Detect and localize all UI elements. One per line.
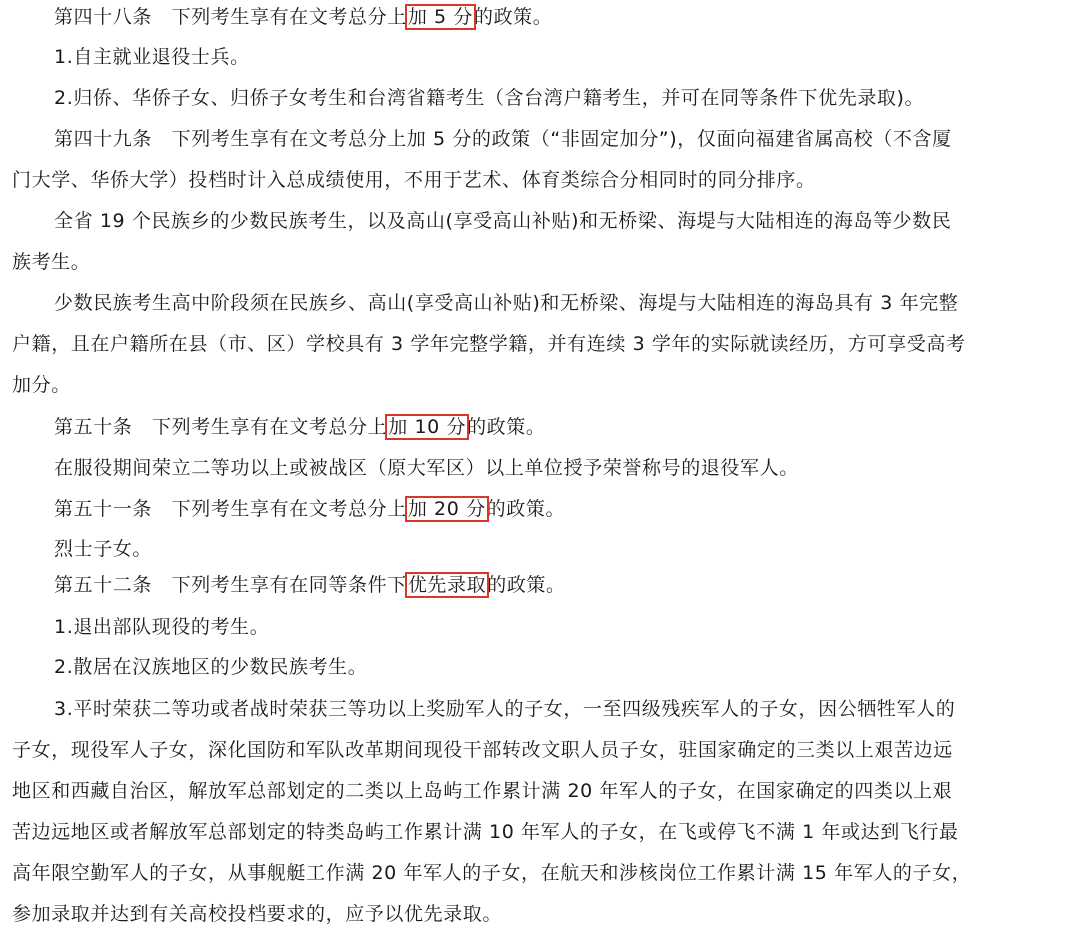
article-49-para-2-line-2: 户籍，且在户籍所在县（市、区）学校具有 3 学年完整学籍，并有连续 3 学年的实际就读经历，方可享受高考 <box>12 333 966 355</box>
article-52-item-3-line-2: 子女，现役军人子女，深化国防和军队改革期间现役干部转改文职人员子女，驻国家确定的三类以上艰苦边远 <box>12 739 953 761</box>
article-52-text: 第五十二条 下列考生享有在同等条件下 <box>54 574 407 596</box>
article-50-text: 第五十条 下列考生享有在文考总分上 <box>54 416 388 438</box>
article-49-line-2: 门大学、华侨大学）投档时计入总成绩使用，不用于艺术、体育类综合分相同时的同分排序。 <box>12 169 816 191</box>
article-48-heading <box>54 0 552 34</box>
article-52-item-3-line-1: 3.平时荣获二等功或者战时荣获三等功以上奖励军人的子女，一至四级残疾军人的子女，因公牺牲军人的 <box>54 698 956 720</box>
article-51-text-end: 的政策。 <box>486 498 566 520</box>
article-48-item-1: 1.自主就业退役士兵。 <box>54 46 250 68</box>
article-48-text-end: 的政策。 <box>473 6 553 28</box>
article-52-text-end: 的政策。 <box>487 574 566 596</box>
article-52-item-3-line-3: 地区和西藏自治区，解放军总部划定的二类以上岛屿工作累计满 20 年军人的子女，在国家确定的四类以上艰 <box>12 780 953 802</box>
article-49-para-2-line-1: 少数民族考生高中阶段须在民族乡、高山(享受高山补贴)和无桥梁、海堤与大陆相连的海岛具有 3 年完整 <box>54 292 959 314</box>
article-52-item-2: 2.散居在汉族地区的少数民族考生。 <box>54 656 368 678</box>
article-50-heading <box>54 410 545 444</box>
article-51-item: 烈士子女。 <box>54 538 153 560</box>
article-48-item-2: 2.归侨、华侨子女、归侨子女考生和台湾省籍考生（含台湾户籍考生，并可在同等条件下优先录取)。 <box>54 87 925 109</box>
article-52-heading <box>54 568 566 602</box>
article-51-text: 第五十一条 下列考生享有在文考总分上 <box>54 498 407 520</box>
article-52-item-3-line-4: 苦边远地区或者解放军总部划定的特类岛屿工作累计满 10 年军人的子女，在飞或停飞不满 1 年或达到飞行最 <box>12 821 959 843</box>
article-52-item-3-line-5: 高年限空勤军人的子女，从事舰艇工作满 20 年军人的子女，在航天和涉核岗位工作累计满 15 年军人的子女， <box>12 862 972 884</box>
article-49-para-1-line-1: 全省 19 个民族乡的少数民族考生，以及高山(享受高山补贴)和无桥梁、海堤与大陆相连的海岛等少数民 <box>54 210 952 232</box>
article-51-heading <box>54 492 565 526</box>
article-49-para-1-line-2: 族考生。 <box>12 251 91 273</box>
article-49-line-1: 第四十九条 下列考生享有在文考总分上加 5 分的政策（“非固定加分”)，仅面向福建省属高校（不含厦 <box>54 128 952 150</box>
article-52-item-3-line-6: 参加录取并达到有关高校投档要求的，应予以优先录取。 <box>12 903 503 925</box>
article-48-text: 第四十八条 下列考生享有在文考总分上 <box>54 6 407 28</box>
article-50-item: 在服役期间荣立二等功以上或被战区（原大军区）以上单位授予荣誉称号的退役军人。 <box>54 457 799 479</box>
article-50-highlight: 加 10 分 <box>388 416 467 438</box>
article-51-highlight: 加 20 分 <box>407 498 486 520</box>
article-52-highlight: 优先录取 <box>407 574 487 596</box>
article-52-item-1: 1.退出部队现役的考生。 <box>54 616 270 638</box>
article-48-highlight: 加 5 分 <box>407 6 473 28</box>
article-50-text-end: 的政策。 <box>467 416 546 438</box>
article-49-para-2-line-3: 加分。 <box>12 374 71 396</box>
